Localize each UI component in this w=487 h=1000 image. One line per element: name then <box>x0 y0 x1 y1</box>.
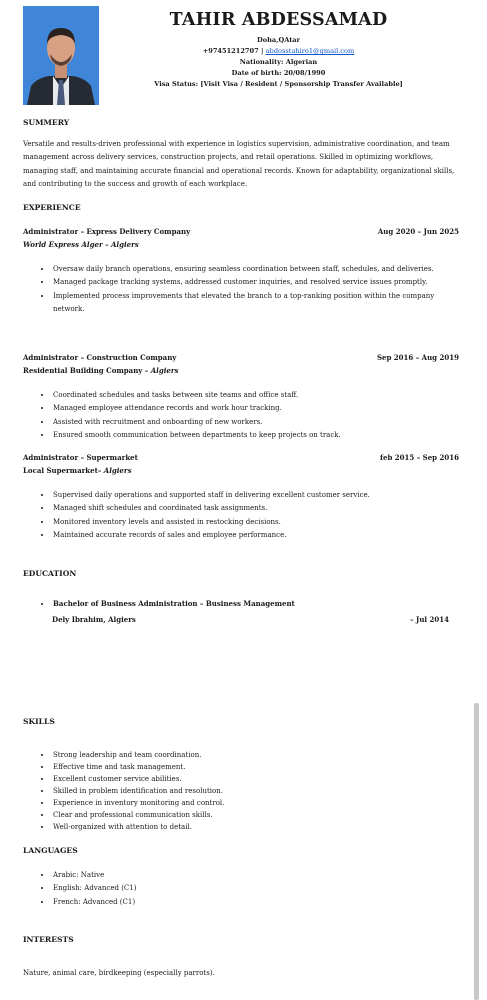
job-3-title: Administrator – Supermarket <box>23 453 138 462</box>
list-item: • Strong leadership and team coordination. <box>52 749 452 761</box>
list-item: • Supervised daily operations and supported staff in delivering excellent customer service. <box>52 489 452 502</box>
list-item: • Managed employee attendance records and work hour tracking. <box>52 402 452 415</box>
education-place: Dely Ibrahim, Algiers <box>52 615 136 624</box>
education-details <box>52 615 449 624</box>
phone-number: +97451212707 | <box>202 47 264 55</box>
job-1-dates: Aug 2020 – Jun 2025 <box>377 227 459 236</box>
location-line: Doha,QAtar <box>256 36 300 44</box>
nationality-line: Nationality: Algerian <box>239 58 318 66</box>
job-2-company-city: Algiers <box>150 366 179 375</box>
profile-photo-portrait <box>23 6 99 105</box>
job-1-header <box>23 227 459 236</box>
vertical-scrollbar[interactable] <box>474 703 479 1000</box>
education-list <box>38 597 452 610</box>
list-item: • Monitored inventory levels and assisted in restocking decisions. <box>52 516 452 529</box>
job-2-company <box>23 366 178 375</box>
job-3-company-name: Local Supermarket– <box>23 466 104 475</box>
education-heading: EDUCATION <box>23 569 77 578</box>
summary-heading: SUMMERY <box>23 118 70 127</box>
job-1-bullets <box>38 263 452 316</box>
contact-line <box>100 46 457 57</box>
visa-line: Visa Status: [Visit Visa / Resident / Sponsorship Transfer Available] <box>154 80 403 88</box>
job-2-bullets <box>38 389 452 442</box>
education-date: – Jul 2014 <box>410 615 449 624</box>
list-item: • Managed shift schedules and coordinated task assignments. <box>52 502 452 515</box>
job-3-bullets <box>38 489 452 542</box>
list-item: • Arabic: Native <box>52 869 452 882</box>
dob-line: Date of birth: 20/08/1990 <box>231 69 326 77</box>
job-1-company: World Express Alger – Algiers <box>23 240 139 249</box>
job-3-company <box>23 466 132 475</box>
list-item: • Oversaw daily branch operations, ensuring seamless coordination between staff, schedules, and deliveries. <box>52 263 452 276</box>
summary-text: Versatile and results-driven professional with experience in logistics supervision, administrative coordination, and team management across delivery services, construction projects, and retail operations. Skilled in optimizing workflows, managing staff, and maintaining accurate financial and operational records. Known for adaptability, organizational skills, and contributing to the success and growth of each workplace. <box>23 140 455 188</box>
list-item: • Excellent customer service abilities. <box>52 773 452 785</box>
profile-photo <box>23 6 99 105</box>
list-item: • Skilled in problem identification and resolution. <box>52 785 452 797</box>
job-3-header <box>23 453 459 462</box>
candidate-name: TAHIR ABDESSAMAD <box>169 10 388 30</box>
list-item: • Assisted with recruitment and onboarding of new workers. <box>52 416 452 429</box>
list-item: • Well-organized with attention to detail. <box>52 821 452 833</box>
list-item: • Effective time and task management. <box>52 761 452 773</box>
job-2-dates: Sep 2016 – Aug 2019 <box>376 353 459 362</box>
education-degree: • Bachelor of Business Administration – Business Management <box>52 597 452 610</box>
skills-list <box>38 749 452 833</box>
skills-heading: SKILLS <box>23 717 55 726</box>
languages-heading: LANGUAGES <box>23 846 78 855</box>
list-item: • Implemented process improvements that elevated the branch to a top-ranking position within the company network. <box>52 290 452 317</box>
list-item: • French: Advanced (C1) <box>52 896 452 909</box>
experience-heading: EXPERIENCE <box>23 203 81 212</box>
job-2-title: Administrator – Construction Company <box>23 353 177 362</box>
list-item: • Maintained accurate records of sales and employee performance. <box>52 529 452 542</box>
interests-text: Nature, animal care, birdkeeping (especially parrots). <box>23 969 215 977</box>
list-item: • Clear and professional communication skills. <box>52 809 452 821</box>
list-item: • English: Advanced (C1) <box>52 882 452 895</box>
job-2-header <box>23 353 459 362</box>
job-1-title: Administrator – Express Delivery Company <box>23 227 191 236</box>
job-3-dates: feb 2015 – Sep 2016 <box>380 453 459 462</box>
list-item: • Experience in inventory monitoring and control. <box>52 797 452 809</box>
languages-list <box>38 869 452 909</box>
list-item: • Ensured smooth communication between departments to keep projects on track. <box>52 429 452 442</box>
list-item: • Coordinated schedules and tasks between site teams and office staff. <box>52 389 452 402</box>
interests-heading: INTERESTS <box>23 935 74 944</box>
list-item: • Managed package tracking systems, addressed customer inquiries, and resolved service issues promptly. <box>52 276 452 289</box>
job-2-company-name: Residential Building Company – <box>23 366 151 375</box>
email-link[interactable]: abdosstahiro1@gmail.com <box>265 47 355 55</box>
job-3-company-city: Algiers <box>103 466 132 475</box>
